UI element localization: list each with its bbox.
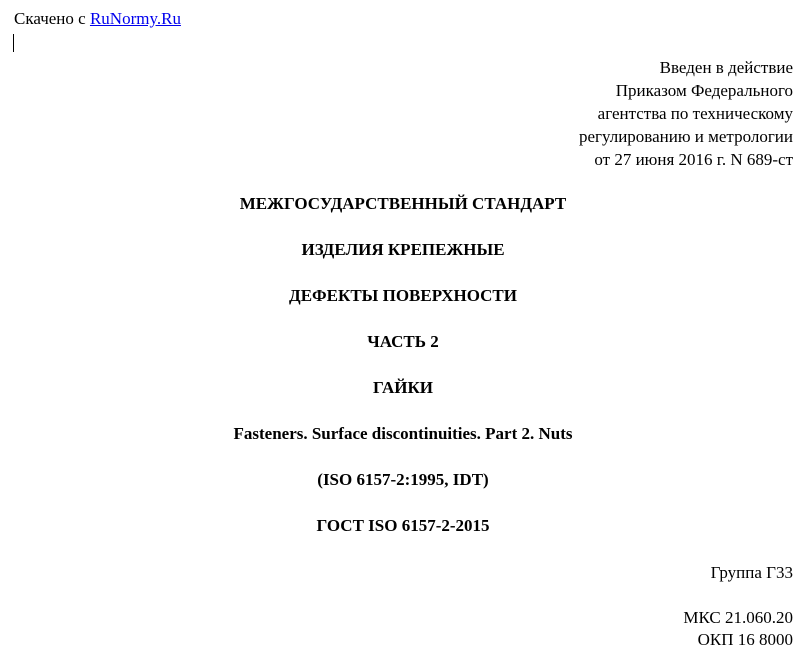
enactment-line: от 27 июня 2016 г. N 689-ст xyxy=(594,150,793,169)
mks-code: МКС 21.060.20 xyxy=(683,608,793,627)
enactment-line: регулированию и метрологии xyxy=(578,127,793,146)
subject-heading: ДЕФЕКТЫ ПОВЕРХНОСТИ xyxy=(289,286,517,305)
download-note-prefix: Скачено с xyxy=(14,9,86,28)
part-heading: ЧАСТЬ 2 xyxy=(367,332,439,351)
enactment-line: агентства по техническому xyxy=(597,104,793,123)
iso-reference: (ISO 6157-2:1995, IDT) xyxy=(317,470,489,489)
enactment-block xyxy=(579,56,793,171)
english-title: Fasteners. Surface discontinuities. Part 2. Nuts xyxy=(233,424,573,443)
part-name-heading: ГАЙКИ xyxy=(372,378,433,397)
product-heading: ИЗДЕЛИЯ КРЕПЕЖНЫЕ xyxy=(301,240,505,259)
gost-number: ГОСТ ISO 6157-2-2015 xyxy=(316,516,490,535)
enactment-line: Приказом Федерального xyxy=(615,81,793,100)
runormy-link[interactable]: RuNormy.Ru xyxy=(89,9,181,28)
download-note xyxy=(14,9,181,29)
group-code: Группа Г33 xyxy=(710,563,793,582)
standard-type-heading: МЕЖГОСУДАРСТВЕННЫЙ СТАНДАРТ xyxy=(239,194,567,213)
okp-code: ОКП 16 8000 xyxy=(697,630,793,649)
text-cursor xyxy=(13,34,14,52)
enactment-line: Введен в действие xyxy=(659,58,793,77)
classification-codes xyxy=(683,607,793,651)
